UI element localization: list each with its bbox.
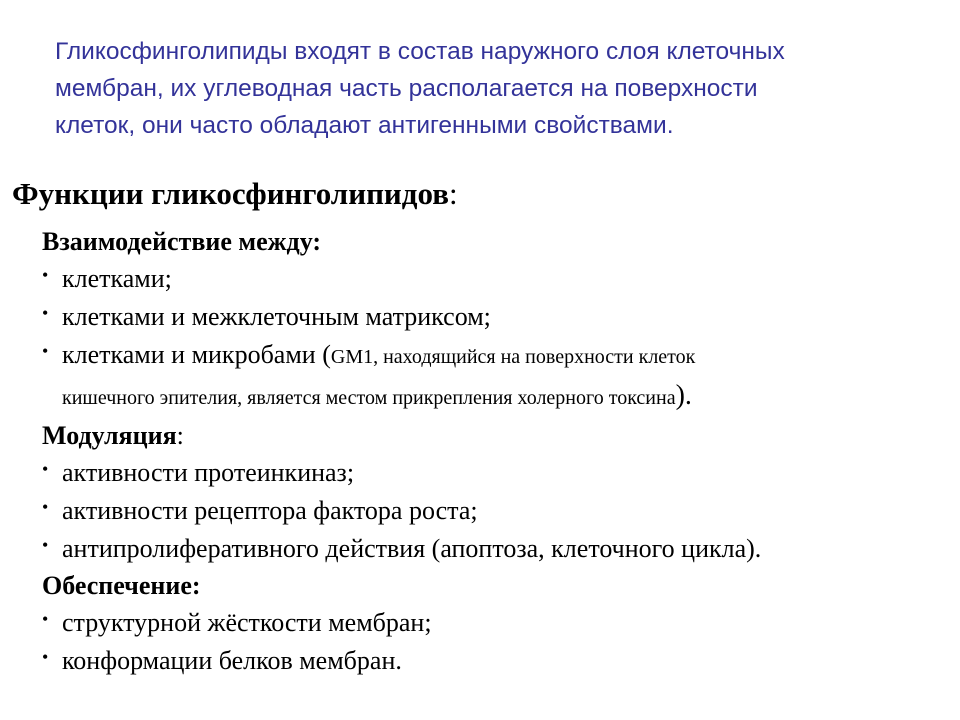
list-item: [42, 604, 942, 642]
intro-line-3: клеток, они часто обладают антигенными свойствами.: [55, 112, 674, 139]
item-text: клетками и межклеточным матриксом;: [62, 302, 491, 331]
list-item-continuation: [42, 376, 942, 418]
modulation-title: Модуляция: [42, 421, 177, 450]
list-item: [42, 336, 942, 376]
functions-heading: [12, 174, 458, 214]
section-title-provision: Обеспечение:: [42, 571, 201, 600]
list-item: [42, 298, 942, 336]
list-item: [42, 454, 942, 492]
list-item: [42, 492, 942, 530]
modulation-colon: :: [176, 421, 184, 450]
intro-line-1: Гликосфинголипиды входят в состав наружного слоя клеточных: [55, 38, 785, 65]
item-text: антипролиферативного действия (апоптоза, клеточного цикла).: [62, 534, 762, 563]
item-text: клетками;: [62, 264, 172, 293]
section-title-interaction: Взаимодействие между:: [42, 227, 322, 256]
list-item: [42, 260, 942, 298]
item-text: клетками и микробами (: [62, 340, 331, 369]
bullet-icon: •: [42, 535, 49, 555]
bullet-icon: •: [42, 647, 49, 667]
bullet-icon: •: [42, 265, 49, 285]
cholera-note-line-1: GM1, находящийся на поверхности клеток: [330, 346, 696, 368]
bullet-icon: •: [42, 459, 49, 479]
cholera-note-close: ).: [675, 380, 692, 411]
bullet-icon: •: [42, 303, 49, 323]
functions-heading-title: Функции гликосфинголипидов: [12, 176, 449, 211]
bullet-icon: •: [42, 497, 49, 517]
list-item: [42, 642, 942, 680]
item-text: структурной жёсткости мембран;: [62, 608, 432, 637]
intro-line-2: мембран, их углеводная часть располагается на поверхности: [55, 75, 758, 102]
list-item: [42, 530, 942, 568]
functions-heading-colon: :: [448, 176, 458, 211]
bullet-icon: •: [42, 341, 49, 361]
section-title-modulation: [42, 418, 942, 454]
bullet-icon: •: [42, 609, 49, 629]
functions-list: [42, 224, 942, 680]
item-text: конформации белков мембран.: [62, 646, 402, 675]
item-text: активности протеинкиназ;: [62, 458, 355, 487]
cholera-note-line-2: кишечного эпителия, является местом прикрепления холерного токсина: [62, 387, 676, 409]
intro-paragraph: [55, 33, 935, 144]
item-text: активности рецептора фактора роста;: [62, 496, 478, 525]
